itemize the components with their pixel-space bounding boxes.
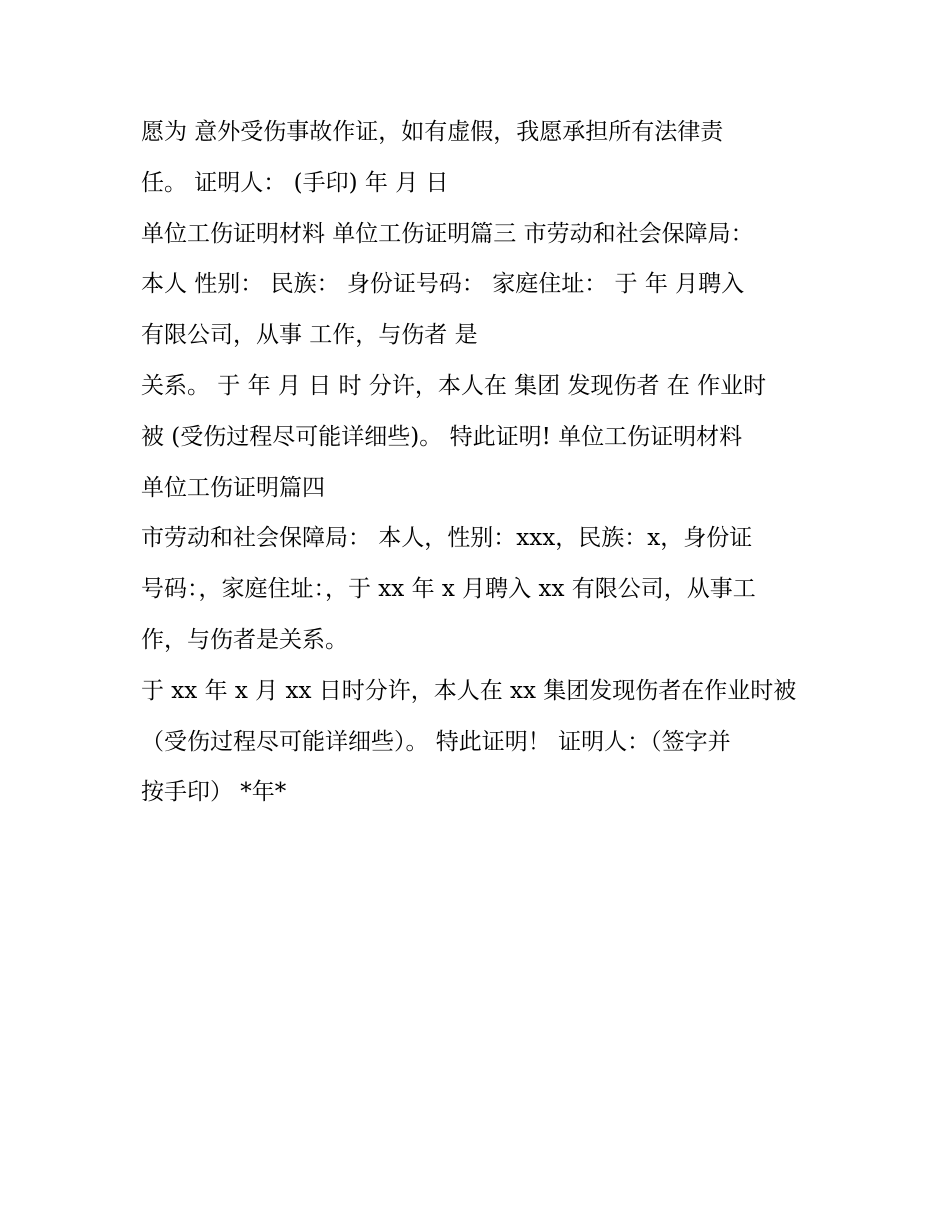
body-line-10: 号码：，家庭住址：，于 xx 年 x 月聘入 xx 有限公司，从事工 — [141, 576, 756, 603]
document-body — [141, 107, 821, 818]
body-line-14: 按手印） *年* — [141, 779, 287, 806]
body-line-6: 关系。 于 年 月 日 时 分许，本人在 集团 发现伤者 在 作业时 — [141, 372, 767, 399]
body-line-2: 任。 证明人： (手印) 年 月 日 — [141, 169, 449, 196]
body-line-1: 愿为 意外受伤事故作证，如有虚假，我愿承担所有法律责 — [141, 119, 724, 145]
body-line-11: 作，与伤者是关系。 — [141, 626, 348, 653]
body-line-4: 本人 性别： 民族： 身份证号码： 家庭住址： 于 年 月聘入 — [141, 271, 745, 298]
body-line-13: （受伤过程尽可能详细些）。 特此证明！ 证明人：（签字并 — [141, 728, 731, 755]
section-heading-4: 单位工伤证明篇四 — [141, 474, 325, 501]
body-line-12: 于 xx 年 x 月 xx 日时分许，本人在 xx 集团发现伤者在作业时被 — [141, 677, 797, 704]
body-line-9: 市劳动和社会保障局： 本人，性别：xxx，民族：x，身份证 — [141, 525, 753, 552]
body-line-7: 被 (受伤过程尽可能详细些)。 特此证明! 单位工伤证明材料 — [141, 423, 743, 450]
body-line-5: 有限公司，从事 工作，与伤者 是 — [141, 322, 478, 349]
body-line-3: 单位工伤证明材料 单位工伤证明篇三 市劳动和社会保障局： — [141, 220, 754, 247]
